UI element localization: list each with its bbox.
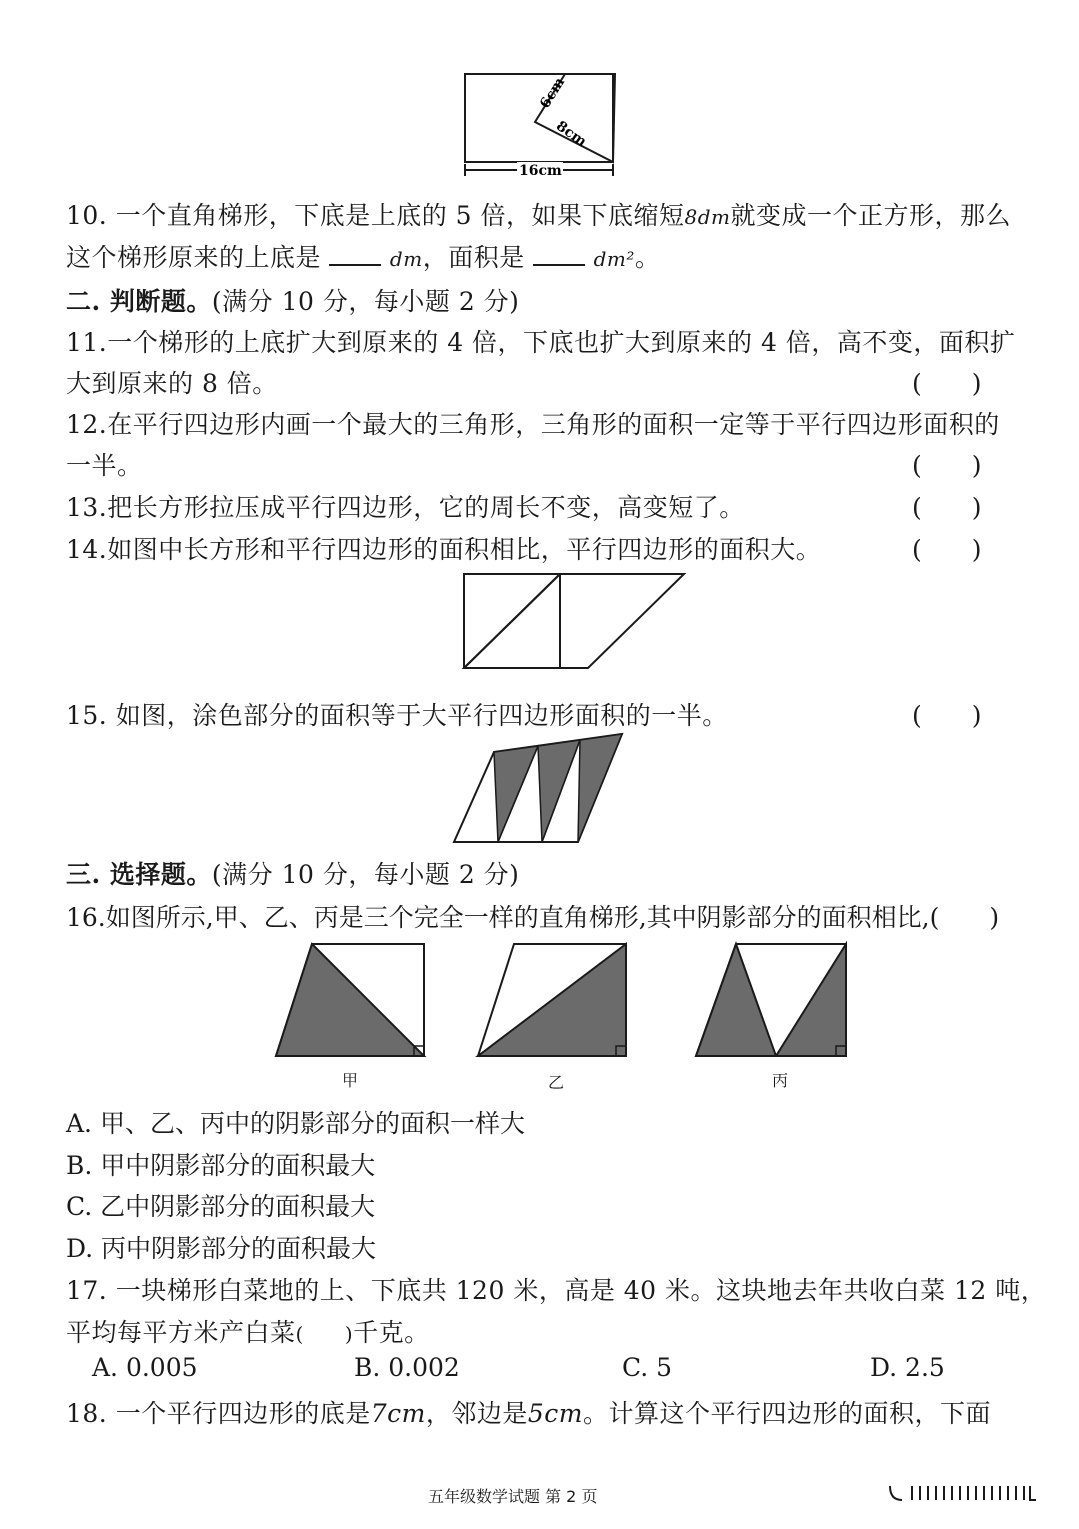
q14-text: 14.如图中长方形和平行四边形的面积相比，平行四边形的面积大。 [66, 535, 822, 564]
q10-line1: 10. 一个直角梯形，下底是上底的 5 倍，如果下底缩短8dm就变成一个正方形，那么 [66, 201, 1012, 230]
q13-answer-paren[interactable]: ( ) [912, 493, 982, 522]
q16-option-c[interactable]: C. 乙中阴影部分的面积最大 [66, 1192, 376, 1221]
section3-heading: 三. 选择题。(满分 10 分，每小题 2 分) [66, 860, 520, 889]
q11-line1: 11.一个梯形的上底扩大到原来的 4 倍，下底也扩大到原来的 4 倍，高不变，面积扩 [66, 328, 1016, 357]
q16-figure-yi [474, 940, 630, 1062]
label-16cm: 16cm [519, 163, 562, 179]
q15-figure [450, 730, 630, 846]
q17-option-c[interactable]: C. 5 [622, 1353, 673, 1382]
answer-blank-area[interactable] [533, 242, 585, 266]
q18-text: 18. 一个平行四边形的底是7cm，邻边是5cm。计算这个平行四边形的面积，下面 [66, 1399, 991, 1428]
label-8cm: 8cm [553, 118, 590, 151]
q17-line2: 平均每平方米产白菜( )千克。 [66, 1318, 430, 1347]
q12-line1: 12.在平行四边形内画一个最大的三角形，三角形的面积一定等于平行四边形面积的 [66, 410, 1000, 439]
section2-heading: 二. 判断题。(满分 10 分，每小题 2 分) [66, 287, 520, 316]
q11-line2: 大到原来的 8 倍。 [66, 369, 278, 398]
q15-text: 15. 如图，涂色部分的面积等于大平行四边形面积的一半。 [66, 701, 728, 730]
top-figure [455, 66, 625, 184]
q17-line1: 17. 一块梯形白菜地的上、下底共 120 米，高是 40 米。这块地去年共收白菜 12 吨， [66, 1276, 1047, 1305]
q12-answer-paren[interactable]: ( ) [912, 451, 982, 480]
caption-jia: 甲 [342, 1071, 359, 1090]
q16-option-a[interactable]: A. 甲、乙、丙中的阴影部分的面积一样大 [66, 1109, 525, 1138]
q17-option-d[interactable]: D. 2.5 [870, 1353, 945, 1382]
q11-answer-paren[interactable]: ( ) [912, 369, 982, 398]
q15-answer-paren[interactable]: ( ) [912, 701, 982, 730]
q17-answer-paren[interactable]: ( ) [295, 1322, 354, 1346]
q13-text: 13.把长方形拉压成平行四边形，它的周长不变，高变短了。 [66, 493, 745, 522]
q16-option-d[interactable]: D. 丙中阴影部分的面积最大 [66, 1234, 377, 1263]
q16-text: 16.如图所示,甲、乙、丙是三个完全一样的直角梯形,其中阴影部分的面积相比,( ) [66, 903, 1000, 932]
page-footer: 五年级数学试题 第 2 页 [428, 1487, 598, 1506]
caption-yi: 乙 [548, 1073, 565, 1092]
label-6cm: 6cm [537, 74, 569, 112]
caption-bing: 丙 [772, 1071, 789, 1090]
q14-figure [460, 570, 692, 672]
q16-option-b[interactable]: B. 甲中阴影部分的面积最大 [66, 1151, 376, 1180]
q10-short: 8dm [684, 205, 731, 229]
q17-option-b[interactable]: B. 0.002 [354, 1353, 460, 1382]
q12-line2: 一半。 [66, 451, 143, 480]
q17-option-a[interactable]: A. 0.005 [92, 1353, 198, 1382]
answer-blank-top-base[interactable] [329, 242, 381, 266]
bottom-bar-icon [888, 1484, 1038, 1502]
q16-figure-jia [272, 940, 428, 1062]
q16-figure-bing [692, 940, 850, 1062]
q10-line2: 这个梯形原来的上底是 dm，面积是 dm²。 [66, 243, 661, 272]
q14-answer-paren[interactable]: ( ) [912, 535, 982, 564]
